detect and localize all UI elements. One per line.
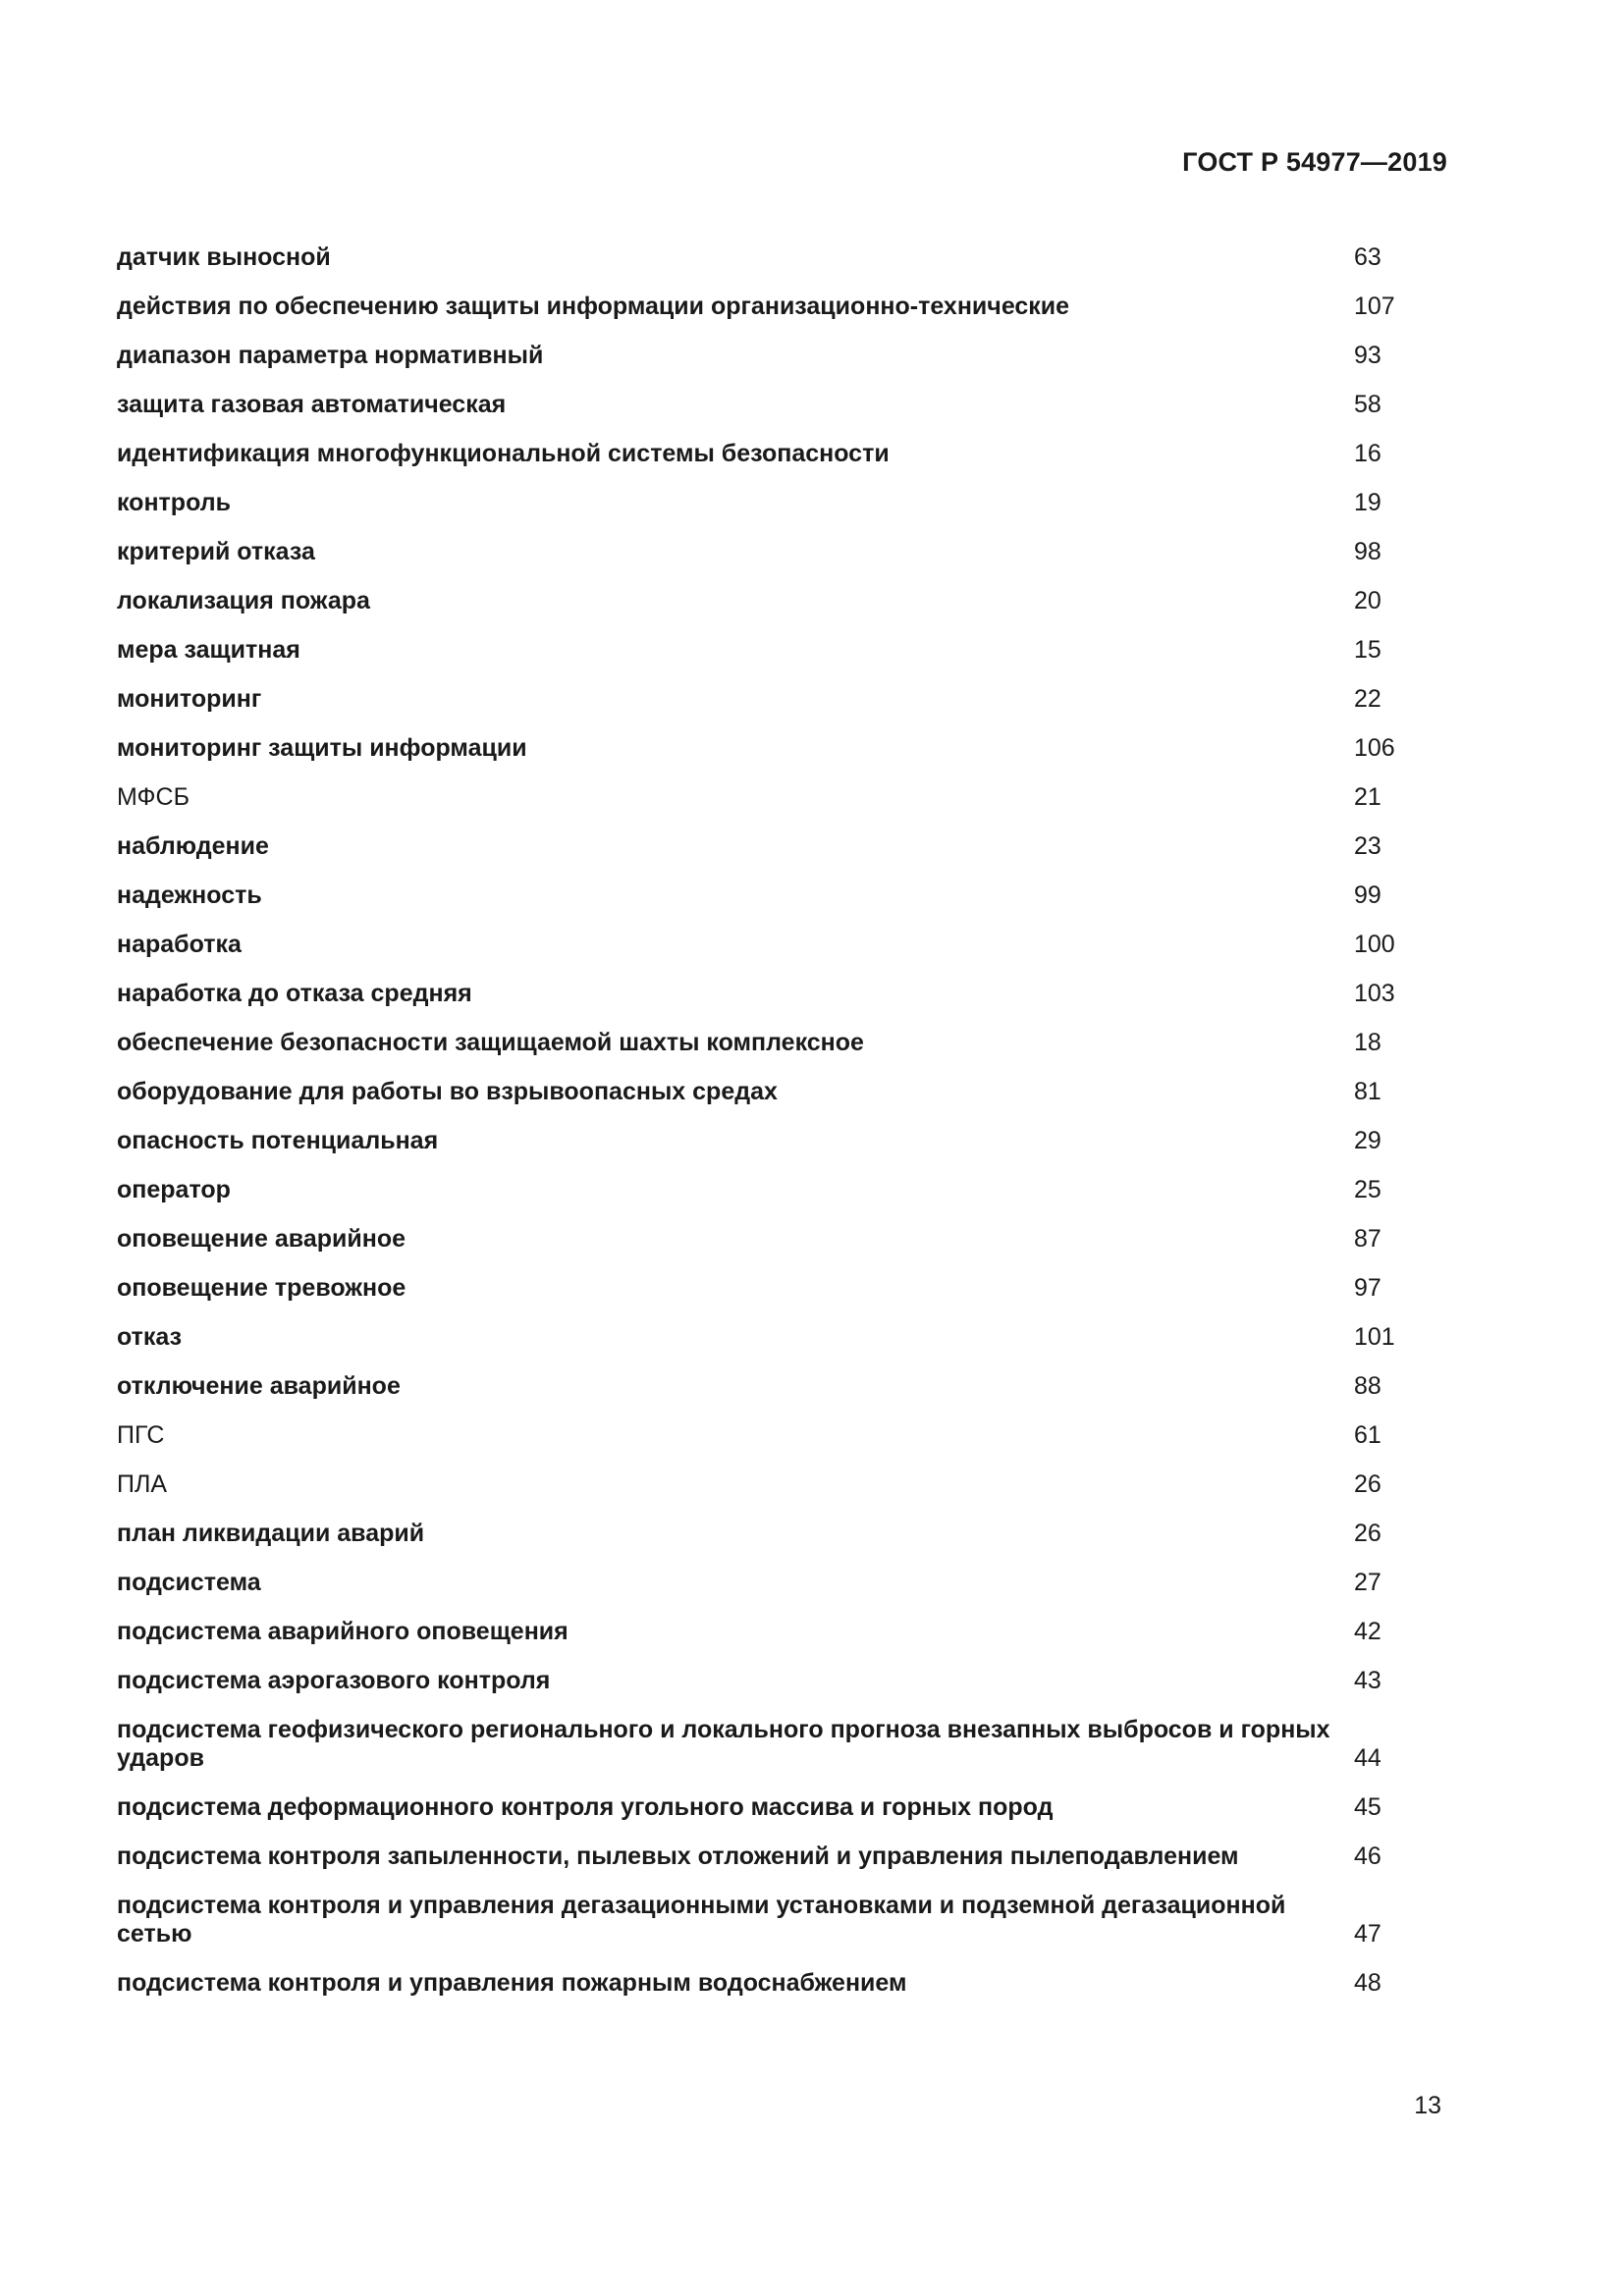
index-entry (117, 391, 1462, 419)
index-entry (117, 1078, 1462, 1106)
index-term: опасность потенциальная (117, 1127, 439, 1154)
index-term: подсистема контроля и управления пожарным водоснабжением (117, 1969, 907, 1997)
index-entry (117, 1372, 1462, 1401)
index-ref-number: 61 (1354, 1421, 1381, 1449)
index-term: диапазон параметра нормативный (117, 342, 544, 369)
index-term: оповещение тревожное (117, 1274, 406, 1302)
index-entry (117, 1618, 1462, 1646)
index-ref-number: 29 (1354, 1127, 1381, 1154)
index-entry (117, 342, 1462, 370)
index-term: обеспечение безопасности защищаемой шахты комплексное (117, 1029, 864, 1056)
index-ref-number: 103 (1354, 980, 1395, 1007)
index-ref-number: 42 (1354, 1618, 1381, 1645)
document-code-header: ГОСТ Р 54977—2019 (1182, 147, 1447, 177)
index-entry (117, 243, 1462, 272)
index-ref-number: 107 (1354, 293, 1395, 320)
index-term: подсистема аэрогазового контроля (117, 1667, 551, 1694)
index-term: действия по обеспечению защиты информации организационно-технические (117, 293, 1070, 320)
index-ref-number: 97 (1354, 1274, 1381, 1302)
index-ref-number: 63 (1354, 243, 1381, 271)
index-entry (117, 980, 1462, 1008)
index-term: оборудование для работы во взрывоопасных средах (117, 1078, 778, 1105)
index-entry (117, 734, 1462, 763)
index-entry (117, 636, 1462, 665)
index-term: ПЛА (117, 1470, 168, 1498)
index-ref-number: 18 (1354, 1029, 1381, 1056)
index-ref-number: 47 (1354, 1920, 1381, 1948)
page-number: 13 (1414, 2092, 1441, 2119)
index-ref-number: 106 (1354, 734, 1395, 762)
index-term: МФСБ (117, 783, 190, 811)
index-entry (117, 538, 1462, 566)
index-term: подсистема контроля запыленности, пылевых отложений и управления пылеподавлением (117, 1842, 1239, 1870)
index-entry (117, 1667, 1462, 1695)
index-entry (117, 1470, 1462, 1499)
index-term: наработка до отказа средняя (117, 980, 472, 1007)
index-ref-number: 48 (1354, 1969, 1381, 1997)
index-ref-number: 87 (1354, 1225, 1381, 1253)
index-ref-number: 99 (1354, 881, 1381, 909)
index-ref-number: 26 (1354, 1520, 1381, 1547)
index-entry (117, 685, 1462, 714)
index-entry (117, 489, 1462, 517)
index-entry (117, 1127, 1462, 1155)
index-term: контроль (117, 489, 231, 516)
index-ref-number: 101 (1354, 1323, 1395, 1351)
index-ref-number: 46 (1354, 1842, 1381, 1870)
index-ref-number: 98 (1354, 538, 1381, 565)
index-term: критерий отказа (117, 538, 315, 565)
index-ref-number: 25 (1354, 1176, 1381, 1203)
index-term: ПГС (117, 1421, 165, 1449)
index-entry (117, 931, 1462, 959)
index-entry (117, 1569, 1462, 1597)
index-term: оповещение аварийное (117, 1225, 406, 1253)
index-entry (117, 832, 1462, 861)
index-entry (117, 1520, 1462, 1548)
index-term: мониторинг (117, 685, 262, 713)
index-entry (117, 1421, 1462, 1450)
index-entry (117, 1225, 1462, 1254)
index-term: идентификация многофункциональной системы безопасности (117, 440, 890, 467)
index-term: мониторинг защиты информации (117, 734, 527, 762)
index-ref-number: 45 (1354, 1793, 1381, 1821)
index-entry (117, 1176, 1462, 1204)
index-entry (117, 1969, 1462, 1998)
index-term: отключение аварийное (117, 1372, 401, 1400)
index-term: подсистема геофизического регионального и локального прогноза внезапных выбросов и горных ударов (117, 1716, 1330, 1772)
alphabetical-index (117, 243, 1462, 2018)
index-ref-number: 43 (1354, 1667, 1381, 1694)
index-ref-number: 21 (1354, 783, 1381, 811)
index-ref-number: 20 (1354, 587, 1381, 614)
index-term: локализация пожара (117, 587, 370, 614)
index-entry (117, 293, 1462, 321)
index-ref-number: 58 (1354, 391, 1381, 418)
index-term: защита газовая автоматическая (117, 391, 507, 418)
index-ref-number: 22 (1354, 685, 1381, 713)
index-entry (117, 440, 1462, 468)
index-entry (117, 1274, 1462, 1303)
index-term: подсистема деформационного контроля угольного массива и горных пород (117, 1793, 1054, 1821)
index-ref-number: 26 (1354, 1470, 1381, 1498)
index-ref-number: 44 (1354, 1744, 1381, 1772)
index-entry (117, 587, 1462, 615)
index-term: отказ (117, 1323, 183, 1351)
index-term: наблюдение (117, 832, 269, 860)
index-ref-number: 15 (1354, 636, 1381, 664)
index-entry (117, 1793, 1462, 1822)
index-ref-number: 93 (1354, 342, 1381, 369)
index-entry (117, 1892, 1462, 1949)
index-entry (117, 881, 1462, 910)
index-term: план ликвидации аварий (117, 1520, 425, 1547)
index-ref-number: 27 (1354, 1569, 1381, 1596)
index-term: датчик выносной (117, 243, 331, 271)
index-term: подсистема контроля и управления дегазационными установками и подземной дегазационной сетью (117, 1892, 1286, 1948)
index-ref-number: 16 (1354, 440, 1381, 467)
index-term: оператор (117, 1176, 231, 1203)
index-entry (117, 783, 1462, 812)
index-ref-number: 100 (1354, 931, 1395, 958)
index-term: подсистема (117, 1569, 261, 1596)
index-entry (117, 1323, 1462, 1352)
index-entry (117, 1842, 1462, 1871)
index-ref-number: 23 (1354, 832, 1381, 860)
index-ref-number: 88 (1354, 1372, 1381, 1400)
index-term: мера защитная (117, 636, 300, 664)
index-ref-number: 19 (1354, 489, 1381, 516)
index-entry (117, 1029, 1462, 1057)
index-term: надежность (117, 881, 262, 909)
index-ref-number: 81 (1354, 1078, 1381, 1105)
index-entry (117, 1716, 1462, 1773)
index-term: подсистема аварийного оповещения (117, 1618, 568, 1645)
index-term: наработка (117, 931, 242, 958)
